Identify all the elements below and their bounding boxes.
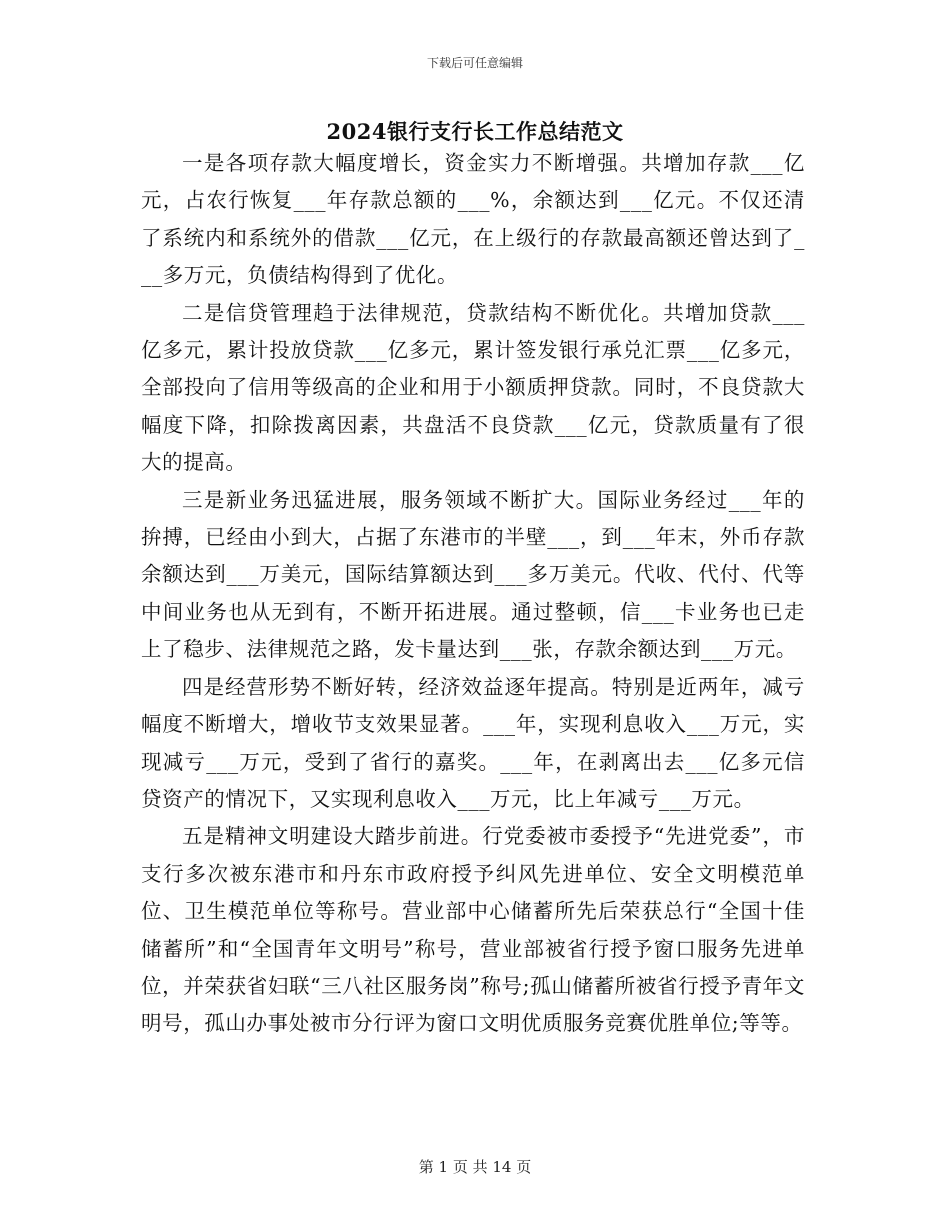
document-body <box>141 145 805 1043</box>
page-number-footer: 第 1 页 共 14 页 <box>418 1158 532 1176</box>
paragraph-credit: 二是信贷管理趋于法律规范，贷款结构不断优化。共增加贷款___亿多元，累计投放贷款___亿多元，累计签发银行承兑汇票___亿多元，全部投向了信用等级高的企业和用于小额质押贷款。同时，不良贷款大幅度下降，扣除拨离因素，共盘活不良贷款___亿元，贷款质量有了很大的提高。 <box>141 300 805 475</box>
document-title: 2024银行支行长工作总结范文 <box>326 119 624 144</box>
paragraph-operations: 四是经营形势不断好转，经济效益逐年提高。特别是近两年，减亏幅度不断增大，增收节支效果显著。___年，实现利息收入___万元，实现减亏___万元，受到了省行的嘉奖。___年，在剥离出去___亿多元信贷资产的情况下，又实现利息收入___万元，比上年减亏___万元。 <box>141 674 805 811</box>
paragraph-deposits: 一是各项存款大幅度增长，资金实力不断增强。共增加存款___亿元，占农行恢复___年存款总额的___%，余额达到___亿元。不仅还清了系统内和系统外的借款___亿元，在上级行的存款最高额还曾达到了___多万元，负债结构得到了优化。 <box>141 151 805 288</box>
paragraph-civilization: 五是精神文明建设大踏步前进。行党委被市委授予“先进党委”，市支行多次被东港市和丹东市政府授予纠风先进单位、安全文明模范单位、卫生模范单位等称号。营业部中心储蓄所先后荣获总行“全国十佳储蓄所”和“全国青年文明号”称号，营业部被省行授予窗口服务先进单位，并荣获省妇联“三八社区服务岗”称号;孤山储蓄所被省行授予青年文明号，孤山办事处被市分行评为窗口文明优质服务竞赛优胜单位;等等。 <box>141 824 805 1036</box>
paragraph-new-business: 三是新业务迅猛进展，服务领域不断扩大。国际业务经过___年的拚搏，已经由小到大，占据了东港市的半壁___，到___年末，外币存款余额达到___万美元，国际结算额达到___多万美元。代收、代付、代等中间业务也从无到有，不断开拓进展。通过整顿，信___卡业务也已走上了稳步、法律规范之路，发卡量达到___张，存款余额达到___万元。 <box>141 487 805 662</box>
header-note: 下载后可任意编辑 <box>426 56 523 70</box>
